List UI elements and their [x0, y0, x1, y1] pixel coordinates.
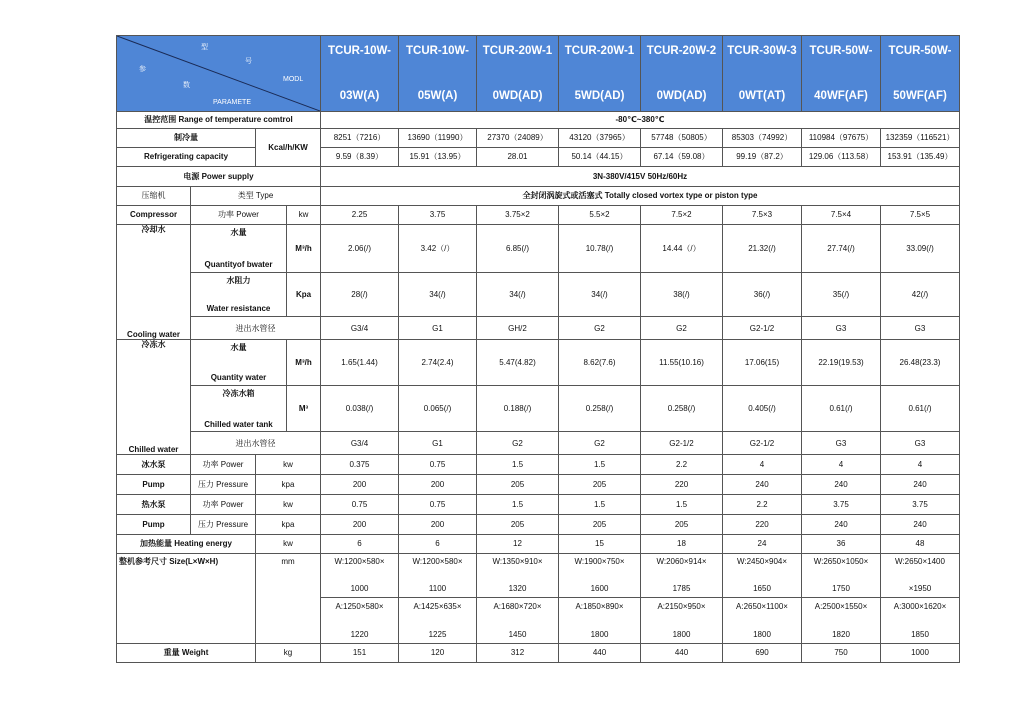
value-cell: 17.06(15): [723, 340, 802, 386]
param-label: PARAMETE: [213, 99, 251, 106]
value-cell: 240: [881, 475, 960, 495]
cell-line: TCUR-20W-1: [564, 45, 635, 57]
value-cell: G3/4: [321, 317, 399, 340]
cell-line: 水量: [230, 342, 247, 352]
cell-line: 冷冻水: [141, 340, 166, 349]
size-a-cell: [641, 598, 723, 644]
value-cell: G3: [802, 317, 881, 340]
value-cell: 3.75: [802, 495, 881, 515]
cell-line: 1750: [832, 583, 850, 593]
chilled-water-label: [117, 340, 191, 455]
cn-char: 参: [139, 66, 146, 73]
cell-line: 0WT(AT): [738, 89, 786, 102]
value-cell: 0.375: [321, 455, 399, 475]
table-row: [117, 432, 960, 455]
ice-pump-power-unit: kw: [256, 455, 321, 475]
value-cell: G2: [641, 317, 723, 340]
table-row: [117, 340, 960, 386]
value-cell: 0.258(/): [641, 386, 723, 432]
hot-pump-label-cn: 热水泵: [117, 495, 191, 515]
value-cell: 15.91（13.95）: [399, 148, 477, 167]
value-cell: 48: [881, 535, 960, 554]
cell-line: 0WD(AD): [492, 89, 543, 102]
value-cell: 132359（116521）: [881, 129, 960, 148]
value-cell: 12: [477, 535, 559, 554]
hot-pump-label-en: Pump: [117, 515, 191, 535]
value-cell: GH/2: [477, 317, 559, 340]
value-cell: 2.06(/): [321, 225, 399, 273]
value-cell: 35(/): [802, 272, 881, 316]
cn-char: 型: [201, 44, 208, 51]
cell-line: 1800: [590, 630, 609, 640]
value-cell: 43120（37965）: [559, 129, 641, 148]
value-cell: 205: [477, 515, 559, 535]
value-cell: 200: [399, 515, 477, 535]
value-cell: G3/4: [321, 432, 399, 455]
model-header: [399, 36, 477, 112]
ice-pump-power-label: 功率 Power: [191, 455, 256, 475]
value-cell: 750: [802, 644, 881, 663]
cell-line: TCUR-20W-1: [482, 45, 553, 57]
value-cell: G2: [477, 432, 559, 455]
size-unit: mm: [256, 554, 321, 644]
table-row: [117, 129, 960, 148]
value-cell: 312: [477, 644, 559, 663]
cell-line: 1650: [753, 583, 771, 593]
cell-line: 冷却水: [141, 225, 166, 234]
value-cell: 0.038(/): [321, 386, 399, 432]
value-cell: 26.48(23.3): [881, 340, 960, 386]
value-cell: 0.065(/): [399, 386, 477, 432]
hot-pump-pressure-label: 压力 Pressure: [191, 515, 256, 535]
size-a-cell: [399, 598, 477, 644]
weight-label: 重量 Weight: [117, 644, 256, 663]
power-supply-label: 电源 Power supply: [117, 167, 321, 187]
refrigerating-label-cn: 制冷量: [117, 129, 256, 148]
hot-pump-power-label: 功率 Power: [191, 495, 256, 515]
cell-line: A:1425×635×: [413, 601, 462, 611]
model-header: [881, 36, 960, 112]
cn-char: 号: [245, 58, 252, 65]
value-cell: 0.258(/): [559, 386, 641, 432]
value-cell: 1.65(1.44): [321, 340, 399, 386]
ice-pump-label-cn: 冰水泵: [117, 455, 191, 475]
cell-line: 1820: [832, 630, 850, 640]
cell-line: 0WD(AD): [656, 89, 707, 102]
cooling-water-label: [117, 225, 191, 340]
cell-line: A:1250×580×: [335, 601, 384, 611]
value-cell: 34(/): [477, 272, 559, 316]
value-cell: 7.5×3: [723, 206, 802, 225]
value-cell: 0.75: [399, 455, 477, 475]
cell-line: 1785: [672, 583, 691, 593]
size-a-cell: [477, 598, 559, 644]
value-cell: 38(/): [641, 272, 723, 316]
spec-table: [116, 35, 960, 663]
cell-line: W:2060×914×: [656, 557, 707, 566]
value-cell: G2: [559, 432, 641, 455]
cell-line: Water resistance: [206, 304, 271, 314]
cooling-pipe-label: 进出水管径: [191, 317, 321, 340]
value-cell: 67.14（59.08）: [641, 148, 723, 167]
cell-line: 水量: [230, 227, 247, 237]
value-cell: 120: [399, 644, 477, 663]
cell-line: 1800: [753, 630, 771, 640]
value-cell: 4: [881, 455, 960, 475]
value-cell: 6: [321, 535, 399, 554]
value-cell: 13690（11990）: [399, 129, 477, 148]
value-cell: 153.91（135.49）: [881, 148, 960, 167]
cell-line: Quantity water: [210, 373, 267, 383]
cell-line: Cooling water: [127, 329, 180, 339]
value-cell: 6.85(/): [477, 225, 559, 273]
size-w-cell: [641, 554, 723, 598]
cell-line: 1850: [911, 630, 929, 640]
table-row: [117, 272, 960, 316]
cell-line: TCUR-30W-3: [727, 45, 797, 57]
table-row: [117, 317, 960, 340]
value-cell: 240: [802, 475, 881, 495]
value-cell: 28(/): [321, 272, 399, 316]
cell-line: TCUR-10W-: [327, 45, 391, 57]
cell-line: Chilled water: [128, 444, 179, 454]
value-cell: 4: [802, 455, 881, 475]
cell-line: 1320: [508, 583, 527, 593]
cell-line: A:3000×1620×: [893, 601, 947, 611]
model-header: [559, 36, 641, 112]
value-cell: 99.19（87.2）: [723, 148, 802, 167]
value-cell: 14.44（/）: [641, 225, 723, 273]
cell-line: TCUR-50W-: [888, 45, 952, 57]
value-cell: G2: [559, 317, 641, 340]
cell-line: 1600: [590, 583, 609, 593]
value-cell: G2-1/2: [723, 432, 802, 455]
value-cell: G2-1/2: [723, 317, 802, 340]
temp-range-label: 温控范围 Range of temperature comtrol: [117, 112, 321, 129]
value-cell: 8251（7216）: [321, 129, 399, 148]
value-cell: 440: [559, 644, 641, 663]
table-row: [117, 515, 960, 535]
value-cell: 0.405(/): [723, 386, 802, 432]
value-cell: 151: [321, 644, 399, 663]
cell-line: A:2650×1100×: [736, 601, 788, 611]
value-cell: G3: [881, 432, 960, 455]
value-cell: 200: [321, 515, 399, 535]
hot-pump-power-unit: kw: [256, 495, 321, 515]
table-row: [117, 475, 960, 495]
value-cell: 1.5: [477, 455, 559, 475]
cell-line: 冷冻水箱: [222, 388, 255, 398]
cell-line: A:2500×1550×: [814, 601, 868, 611]
value-cell: 22.19(19.53): [802, 340, 881, 386]
value-cell: 42(/): [881, 272, 960, 316]
value-cell: 57748（50805）: [641, 129, 723, 148]
cn-char: 数: [183, 82, 190, 89]
value-cell: 3.42（/）: [399, 225, 477, 273]
value-cell: G1: [399, 317, 477, 340]
value-cell: 0.75: [399, 495, 477, 515]
heating-unit: kw: [256, 535, 321, 554]
cell-line: W:1350×910×: [492, 557, 543, 566]
value-cell: 2.2: [723, 495, 802, 515]
cell-line: 1100: [428, 583, 447, 593]
value-cell: 2.74(2.4): [399, 340, 477, 386]
cell-line: A:1680×720×: [493, 601, 542, 611]
ice-pump-pressure-unit: kpa: [256, 475, 321, 495]
table-row: [117, 455, 960, 475]
refrigerating-label-en: Refrigerating capacity: [117, 148, 256, 167]
value-cell: 6: [399, 535, 477, 554]
header-row: [117, 36, 960, 112]
cooling-res-label: [191, 272, 287, 316]
size-w-cell: [802, 554, 881, 598]
value-cell: 28.01: [477, 148, 559, 167]
value-cell: 0.61(/): [881, 386, 960, 432]
hot-pump-pressure-unit: kpa: [256, 515, 321, 535]
cell-line: W:2650×1400: [895, 557, 945, 566]
cell-line: 1800: [672, 630, 691, 640]
table-row: [117, 495, 960, 515]
cell-line: W:1200×580×: [412, 557, 463, 566]
compressor-label-en: Compressor: [117, 206, 191, 225]
size-w-cell: [881, 554, 960, 598]
table-row: [117, 554, 960, 598]
cell-line: A:1850×890×: [575, 601, 624, 611]
size-a-cell: [321, 598, 399, 644]
cell-line: Chilled water tank: [204, 419, 273, 429]
value-cell: 1.5: [477, 495, 559, 515]
value-cell: 240: [802, 515, 881, 535]
model-header: [321, 36, 399, 112]
value-cell: 1.5: [559, 495, 641, 515]
cell-line: W:1200×580×: [334, 557, 385, 566]
value-cell: 205: [559, 515, 641, 535]
value-cell: 2.2: [641, 455, 723, 475]
value-cell: 50.14（44.15）: [559, 148, 641, 167]
value-cell: G1: [399, 432, 477, 455]
cooling-qty-unit: M³/h: [287, 225, 321, 273]
chilled-pipe-label: 进出水管径: [191, 432, 321, 455]
compressor-type-label: 类型 Type: [191, 187, 321, 206]
value-cell: 7.5×2: [641, 206, 723, 225]
model-header: [802, 36, 881, 112]
cell-line: 5WD(AD): [574, 89, 625, 102]
value-cell: 85303（74992）: [723, 129, 802, 148]
value-cell: 36(/): [723, 272, 802, 316]
cell-line: 40WF(AF): [814, 89, 868, 102]
value-cell: 200: [399, 475, 477, 495]
value-cell: 5.5×2: [559, 206, 641, 225]
value-cell: 7.5×4: [802, 206, 881, 225]
value-cell: 0.61(/): [802, 386, 881, 432]
cell-line: 1220: [350, 630, 369, 640]
size-w-cell: [477, 554, 559, 598]
diagonal-header-cell: [117, 36, 321, 112]
value-cell: 34(/): [559, 272, 641, 316]
compressor-label-cn: 压缩机: [117, 187, 191, 206]
compressor-type-value: 全封闭涡旋式或活塞式 Totally closed vortex type or piston type: [321, 187, 960, 206]
cooling-res-unit: Kpa: [287, 272, 321, 316]
value-cell: 36: [802, 535, 881, 554]
value-cell: 200: [321, 475, 399, 495]
cell-line: A:2150×950×: [657, 601, 706, 611]
value-cell: 1.5: [559, 455, 641, 475]
value-cell: 33.09(/): [881, 225, 960, 273]
cell-line: ×1950: [908, 583, 932, 593]
chilled-tank-unit: M³: [287, 386, 321, 432]
cell-line: 03W(A): [339, 89, 380, 102]
value-cell: 129.06（113.58）: [802, 148, 881, 167]
value-cell: 1.5: [641, 495, 723, 515]
cooling-qty-label: [191, 225, 287, 273]
size-a-cell: [559, 598, 641, 644]
value-cell: 9.59（8.39）: [321, 148, 399, 167]
value-cell: 24: [723, 535, 802, 554]
cell-line: 05W(A): [417, 89, 458, 102]
value-cell: 5.47(4.82): [477, 340, 559, 386]
cell-line: W:1900×750×: [574, 557, 625, 566]
cell-line: TCUR-10W-: [405, 45, 469, 57]
cell-line: 1450: [508, 630, 527, 640]
value-cell: G3: [881, 317, 960, 340]
value-cell: 205: [641, 515, 723, 535]
value-cell: 4: [723, 455, 802, 475]
value-cell: 240: [881, 515, 960, 535]
value-cell: 27370（24089）: [477, 129, 559, 148]
value-cell: 18: [641, 535, 723, 554]
value-cell: 205: [477, 475, 559, 495]
value-cell: 27.74(/): [802, 225, 881, 273]
value-cell: 220: [723, 515, 802, 535]
table-row: [117, 187, 960, 206]
size-a-cell: [802, 598, 881, 644]
cell-line: 1225: [428, 630, 447, 640]
table-row: [117, 535, 960, 554]
cell-line: W:2450×904×: [736, 557, 788, 566]
cell-line: TCUR-20W-2: [646, 45, 717, 57]
cell-line: 1000: [350, 583, 369, 593]
value-cell: G2-1/2: [641, 432, 723, 455]
value-cell: 690: [723, 644, 802, 663]
table-row: [117, 644, 960, 663]
model-header: [723, 36, 802, 112]
value-cell: 240: [723, 475, 802, 495]
size-w-cell: [559, 554, 641, 598]
value-cell: 3.75: [881, 495, 960, 515]
value-cell: 10.78(/): [559, 225, 641, 273]
model-header: [477, 36, 559, 112]
value-cell: 220: [641, 475, 723, 495]
size-w-cell: [399, 554, 477, 598]
cell-line: Quantityof bwater: [204, 259, 273, 269]
chilled-qty-unit: M³/h: [287, 340, 321, 386]
size-a-cell: [723, 598, 802, 644]
chilled-tank-label: [191, 386, 287, 432]
chilled-qty-label: [191, 340, 287, 386]
value-cell: 34(/): [399, 272, 477, 316]
table-row: [117, 167, 960, 187]
cell-line: 水阻力: [226, 275, 251, 285]
cell-line: W:2650×1050×: [813, 557, 869, 566]
size-w-cell: [321, 554, 399, 598]
weight-unit: kg: [256, 644, 321, 663]
value-cell: 7.5×5: [881, 206, 960, 225]
value-cell: 8.62(7.6): [559, 340, 641, 386]
value-cell: 205: [559, 475, 641, 495]
compressor-power-label: 功率 Power: [191, 206, 287, 225]
size-label: 整机参考尺寸 Size(L×W×H): [117, 554, 256, 644]
refrigerating-unit: Kcal/h/KW: [256, 129, 321, 167]
value-cell: 2.25: [321, 206, 399, 225]
value-cell: 0.188(/): [477, 386, 559, 432]
heating-label: 加热能量 Heating energy: [117, 535, 256, 554]
table-row: [117, 206, 960, 225]
ice-pump-pressure-label: 压力 Pressure: [191, 475, 256, 495]
table-row: [117, 225, 960, 273]
value-cell: 1000: [881, 644, 960, 663]
value-cell: 11.55(10.16): [641, 340, 723, 386]
ice-pump-label-en: Pump: [117, 475, 191, 495]
table-row: [117, 386, 960, 432]
value-cell: 21.32(/): [723, 225, 802, 273]
model-header: [641, 36, 723, 112]
value-cell: 15: [559, 535, 641, 554]
table-row: [117, 112, 960, 129]
model-label: MODL: [283, 76, 304, 83]
cell-line: 50WF(AF): [893, 89, 947, 102]
power-supply-value: 3N-380V/415V 50Hz/60Hz: [321, 167, 960, 187]
value-cell: 3.75: [399, 206, 477, 225]
temp-range-value: -80℃~380℃: [321, 112, 960, 129]
value-cell: 0.75: [321, 495, 399, 515]
size-a-cell: [881, 598, 960, 644]
cell-line: TCUR-50W-: [809, 45, 873, 57]
value-cell: 3.75×2: [477, 206, 559, 225]
value-cell: 440: [641, 644, 723, 663]
size-w-cell: [723, 554, 802, 598]
value-cell: G3: [802, 432, 881, 455]
compressor-power-unit: kw: [287, 206, 321, 225]
value-cell: 110984（97675）: [802, 129, 881, 148]
table-row: [117, 148, 960, 167]
